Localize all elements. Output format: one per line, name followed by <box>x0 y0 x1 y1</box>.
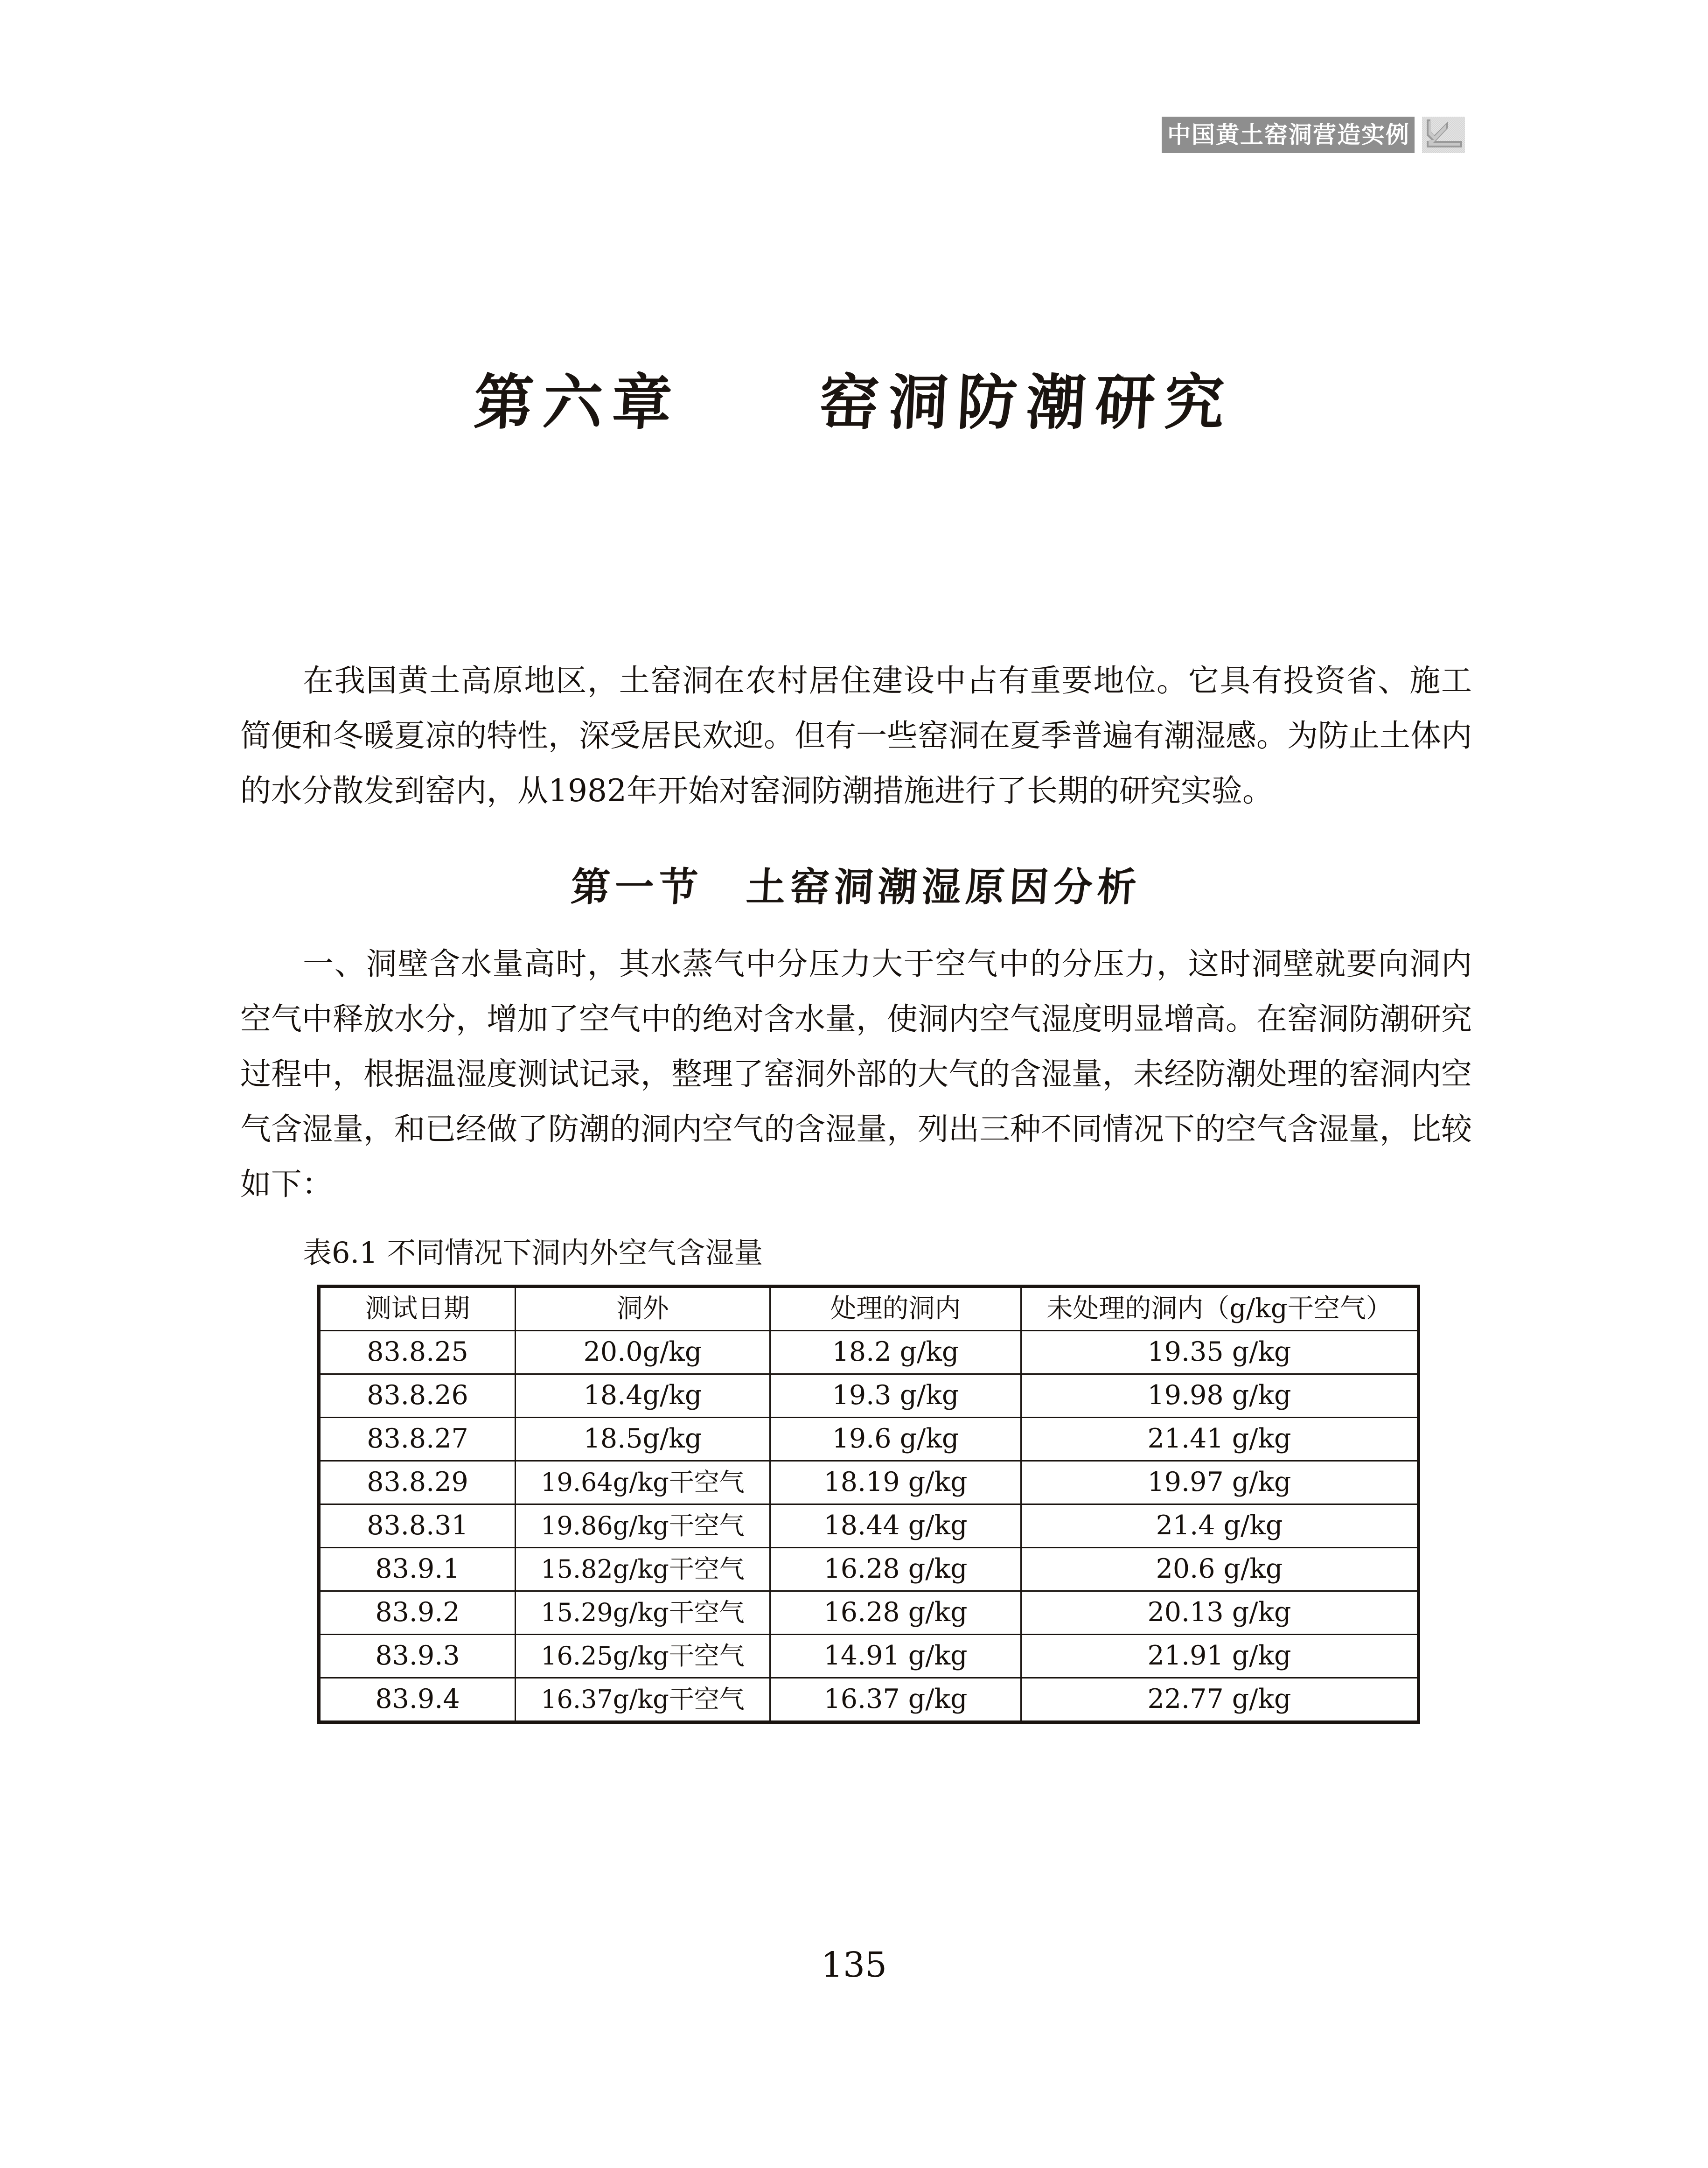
checkmark-corner-ornament-icon <box>1422 117 1465 153</box>
table-row <box>319 1331 1419 1374</box>
cell-date: 83.8.25 <box>319 1331 516 1374</box>
cell-date: 83.9.4 <box>319 1678 516 1722</box>
cell-date: 83.9.1 <box>319 1548 516 1591</box>
cell-date: 83.8.29 <box>319 1461 516 1504</box>
cell-untreated: 22.77 g/kg <box>1021 1678 1419 1722</box>
table-row <box>319 1591 1419 1635</box>
table-row <box>319 1548 1419 1591</box>
table-header-row <box>319 1287 1419 1331</box>
cell-outside: 16.25g/kg干空气 <box>516 1635 770 1678</box>
cell-outside: 19.64g/kg干空气 <box>516 1461 770 1504</box>
book-title-band: 中国黄土窑洞营造实例 <box>1162 117 1415 153</box>
table-row <box>319 1461 1419 1504</box>
cell-treated: 19.6 g/kg <box>770 1418 1021 1461</box>
cell-untreated: 21.91 g/kg <box>1021 1635 1419 1678</box>
cell-treated: 14.91 g/kg <box>770 1635 1021 1678</box>
cell-date: 83.9.2 <box>319 1591 516 1635</box>
cell-outside: 16.37g/kg干空气 <box>516 1678 770 1722</box>
chapter-title: 第六章 窑洞防潮研究 <box>472 368 1235 438</box>
cell-untreated: 20.13 g/kg <box>1021 1591 1419 1635</box>
cell-date: 83.9.3 <box>319 1635 516 1678</box>
cell-date: 83.8.31 <box>319 1504 516 1548</box>
cell-outside: 15.82g/kg干空气 <box>516 1548 770 1591</box>
cell-untreated: 21.41 g/kg <box>1021 1418 1419 1461</box>
section-title: 第一节 土窑洞潮湿原因分析 <box>570 864 1143 910</box>
cell-outside: 15.29g/kg干空气 <box>516 1591 770 1635</box>
table-container <box>317 1285 1417 1724</box>
cell-untreated: 19.97 g/kg <box>1021 1461 1419 1504</box>
cell-treated: 18.44 g/kg <box>770 1504 1021 1548</box>
cell-treated: 18.2 g/kg <box>770 1331 1021 1374</box>
table-row <box>319 1678 1419 1722</box>
column-header-date: 测试日期 <box>319 1287 516 1331</box>
table-row <box>319 1635 1419 1678</box>
cell-outside: 19.86g/kg干空气 <box>516 1504 770 1548</box>
cell-treated: 19.3 g/kg <box>770 1374 1021 1418</box>
intro-paragraph: 在我国黄土高原地区，土窑洞在农村居住建设中占有重要地位。它具有投资省、施工简便和冬暖夏凉的特性，深受居民欢迎。但有一些窑洞在夏季普遍有潮湿感。为防止土体内的水分散发到窑内，从1982年开始对窑洞防潮措施进行了长期的研究实验。 <box>240 663 1472 809</box>
running-header <box>1162 117 1465 153</box>
cell-treated: 16.37 g/kg <box>770 1678 1021 1722</box>
table-row <box>319 1418 1419 1461</box>
humidity-table <box>317 1285 1420 1724</box>
section-paragraph: 一、洞壁含水量高时，其水蒸气中分压力大于空气中的分压力，这时洞壁就要向洞内空气中释放水分，增加了空气中的绝对含水量，使洞内空气湿度明显增高。在窑洞防潮研究过程中，根据温湿度测试记录，整理了窑洞外部的大气的含湿量，未经防潮处理的窑洞内空气含湿量，和已经做了防潮的洞内空气的含湿量，列出三种不同情况下的空气含湿量，比较如下： <box>240 946 1472 1202</box>
table-row <box>319 1504 1419 1548</box>
cell-untreated: 19.35 g/kg <box>1021 1331 1419 1374</box>
cell-outside: 18.5g/kg <box>516 1418 770 1461</box>
cell-untreated: 21.4 g/kg <box>1021 1504 1419 1548</box>
cell-treated: 16.28 g/kg <box>770 1591 1021 1635</box>
cell-untreated: 20.6 g/kg <box>1021 1548 1419 1591</box>
cell-outside: 18.4g/kg <box>516 1374 770 1418</box>
column-header-outside: 洞外 <box>516 1287 770 1331</box>
table-caption: 表6.1 不同情况下洞内外空气含湿量 <box>303 1236 763 1270</box>
cell-treated: 18.19 g/kg <box>770 1461 1021 1504</box>
page-number: 135 <box>821 1945 887 1985</box>
cell-treated: 16.28 g/kg <box>770 1548 1021 1591</box>
cell-outside: 20.0g/kg <box>516 1331 770 1374</box>
cell-date: 83.8.27 <box>319 1418 516 1461</box>
cell-date: 83.8.26 <box>319 1374 516 1418</box>
cell-untreated: 19.98 g/kg <box>1021 1374 1419 1418</box>
table-row <box>319 1374 1419 1418</box>
page-content <box>240 653 1472 1724</box>
column-header-treated: 处理的洞内 <box>770 1287 1021 1331</box>
column-header-untreated: 未处理的洞内（g/kg干空气） <box>1021 1287 1419 1331</box>
